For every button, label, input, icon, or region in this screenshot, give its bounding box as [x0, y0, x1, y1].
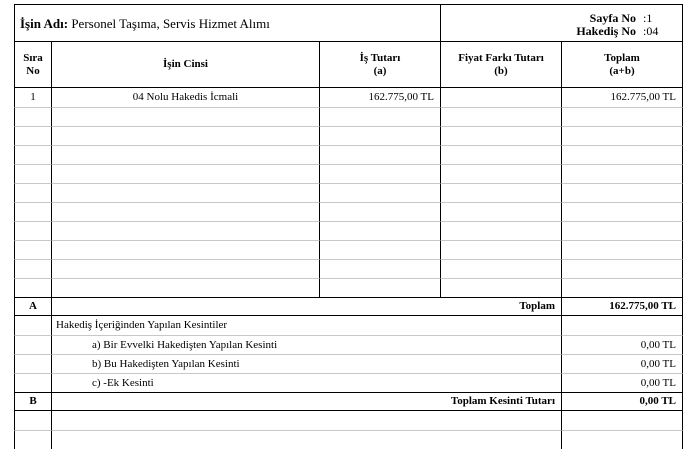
- deduction-label: b) Bu Hakedişten Yapılan Kesinti: [52, 354, 562, 373]
- deductions-title: Hakediş İçeriğinden Yapılan Kesintiler: [52, 316, 562, 335]
- page-no-label: Sayfa No: [589, 11, 636, 25]
- deduction-value: 0,00 TL: [562, 335, 683, 354]
- empty-cell: [562, 430, 683, 449]
- col-fiyat-farki-label: Fiyat Farkı Tutarı: [458, 51, 544, 64]
- empty-cell: [14, 221, 52, 240]
- empty-cell: [14, 411, 52, 430]
- empty-cell: [562, 164, 683, 183]
- deduction-empty: [562, 316, 683, 335]
- col-toplam-sub: (a+b): [609, 64, 635, 77]
- empty-cell: [52, 278, 320, 297]
- empty-cell: [562, 183, 683, 202]
- deduction-empty: [14, 373, 52, 392]
- empty-cell: [14, 240, 52, 259]
- job-name-value: Personel Taşıma, Servis Hizmet Alımı: [71, 15, 270, 31]
- empty-cell: [441, 107, 562, 126]
- col-fiyat-farki: [441, 42, 562, 88]
- empty-cell: [14, 107, 52, 126]
- col-sira-label: Sıra: [23, 51, 43, 64]
- empty-cell: [320, 107, 441, 126]
- page-no-value: :1: [643, 11, 653, 25]
- col-sira-sub: No: [26, 64, 40, 77]
- col-isin-cinsi: [52, 42, 320, 88]
- row-toplam: 162.775,00 TL: [562, 88, 683, 107]
- col-is-tutari: [320, 42, 441, 88]
- empty-cell: [14, 278, 52, 297]
- empty-cell: [52, 430, 562, 449]
- empty-cell: [14, 259, 52, 278]
- progress-no-label: Hakediş No: [576, 24, 636, 38]
- empty-cell: [562, 107, 683, 126]
- empty-cell: [52, 126, 320, 145]
- empty-cell: [320, 164, 441, 183]
- empty-cell: [320, 259, 441, 278]
- empty-cell: [441, 202, 562, 221]
- empty-cell: [320, 145, 441, 164]
- empty-cell: [14, 145, 52, 164]
- empty-cell: [441, 164, 562, 183]
- summary-a-value: 162.775,00 TL: [562, 297, 683, 316]
- empty-cell: [52, 202, 320, 221]
- job-name-label: İşin Adı:: [20, 15, 69, 31]
- empty-cell: [320, 126, 441, 145]
- empty-cell: [441, 183, 562, 202]
- empty-cell: [441, 221, 562, 240]
- deduction-empty: [14, 316, 52, 335]
- empty-cell: [320, 183, 441, 202]
- col-is-tutari-label: İş Tutarı: [359, 51, 401, 64]
- empty-cell: [562, 259, 683, 278]
- col-sira: [14, 42, 52, 88]
- deduction-empty: [14, 335, 52, 354]
- empty-cell: [14, 164, 52, 183]
- empty-cell: [562, 240, 683, 259]
- empty-cell: [14, 126, 52, 145]
- col-fiyat-farki-sub: (b): [494, 64, 508, 77]
- summary-a-label: Toplam: [52, 297, 562, 316]
- row-is_tutari: 162.775,00 TL: [320, 88, 441, 107]
- empty-cell: [14, 183, 52, 202]
- empty-cell: [52, 240, 320, 259]
- empty-cell: [52, 107, 320, 126]
- empty-cell: [562, 278, 683, 297]
- empty-cell: [562, 145, 683, 164]
- col-toplam: [562, 42, 683, 88]
- empty-cell: [441, 278, 562, 297]
- empty-cell: [441, 240, 562, 259]
- summary-a-letter: A: [14, 297, 52, 316]
- empty-cell: [441, 145, 562, 164]
- empty-cell: [52, 164, 320, 183]
- empty-cell: [562, 202, 683, 221]
- empty-cell: [52, 145, 320, 164]
- empty-cell: [562, 126, 683, 145]
- row-sira: 1: [14, 88, 52, 107]
- empty-cell: [320, 221, 441, 240]
- empty-cell: [52, 221, 320, 240]
- col-is-tutari-sub: (a): [373, 64, 387, 77]
- empty-cell: [14, 202, 52, 221]
- col-toplam-label: Toplam: [604, 51, 640, 64]
- empty-cell: [562, 411, 683, 430]
- deduction-empty: [14, 354, 52, 373]
- job-name-cell: [14, 4, 441, 42]
- col-isin-cinsi-label: İşin Cinsi: [163, 58, 208, 70]
- empty-cell: [52, 259, 320, 278]
- empty-cell: [320, 240, 441, 259]
- empty-cell: [320, 278, 441, 297]
- empty-cell: [14, 430, 52, 449]
- row-cinsi: 04 Nolu Hakedis İcmali: [52, 88, 320, 107]
- empty-cell: [562, 221, 683, 240]
- empty-cell: [52, 183, 320, 202]
- page-info-cell: [441, 4, 683, 42]
- deduction-value: 0,00 TL: [562, 373, 683, 392]
- deduction-value: 0,00 TL: [562, 354, 683, 373]
- progress-no-value: :04: [643, 24, 659, 38]
- empty-cell: [320, 202, 441, 221]
- empty-cell: [441, 126, 562, 145]
- summary-b-value: 0,00 TL: [562, 392, 683, 411]
- empty-cell: [441, 259, 562, 278]
- row-fiyat_farki: [441, 88, 562, 107]
- deduction-label: c) -Ek Kesinti: [52, 373, 562, 392]
- empty-cell: [52, 411, 562, 430]
- summary-b-letter: B: [14, 392, 52, 411]
- summary-b-label: Toplam Kesinti Tutarı: [52, 392, 562, 411]
- deduction-label: a) Bir Evvelki Hakedişten Yapılan Kesinti: [52, 335, 562, 354]
